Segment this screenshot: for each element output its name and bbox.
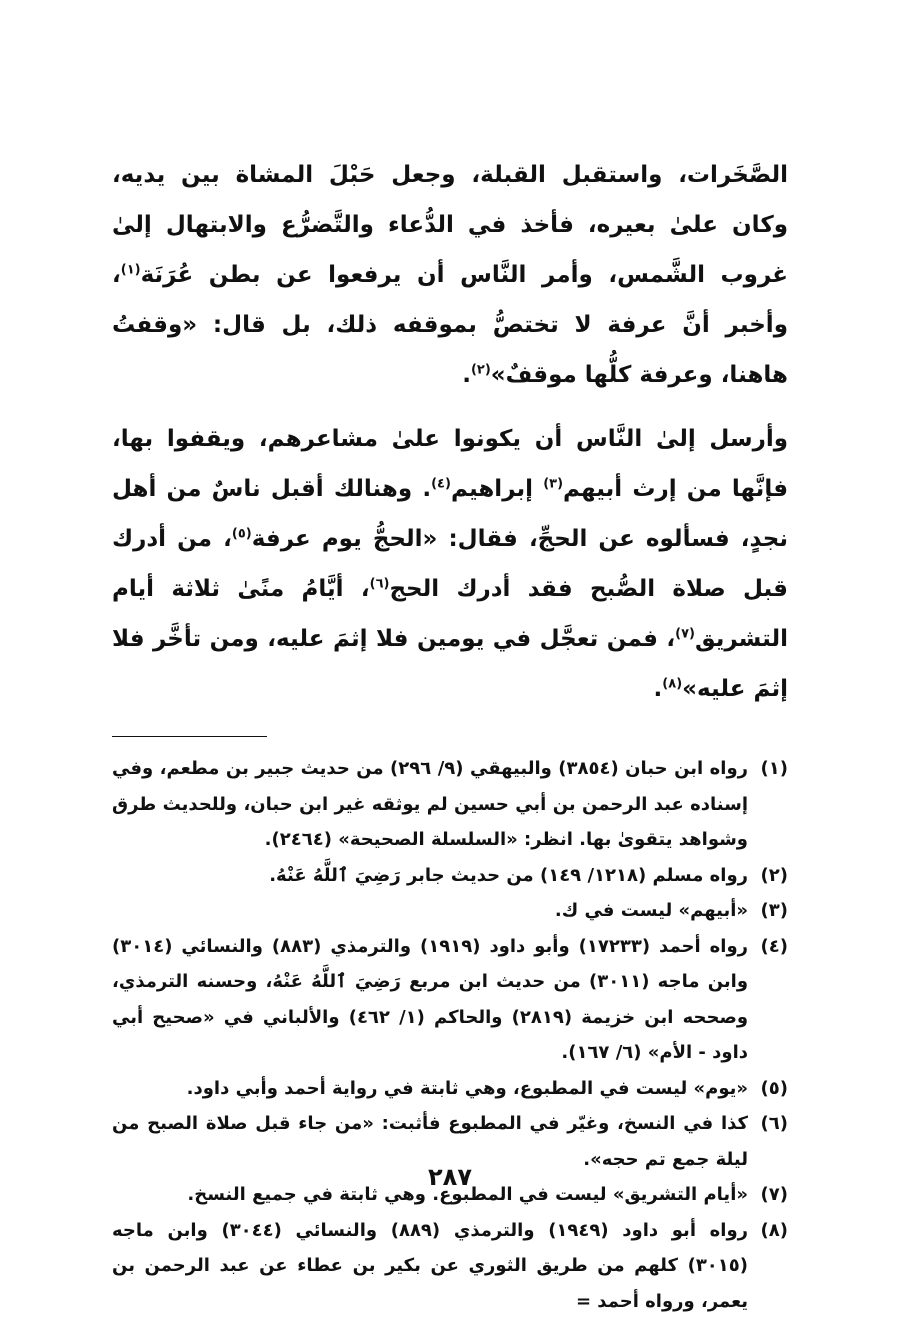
text-segment: ، وأخبر أنَّ عرفة لا تختصُّ بموقفه ذلك، بل قال:	[112, 262, 788, 338]
footnote-text: رواه مسلم (١٢١٨/ ١٤٩) من حديث جابر رَضِيَ ٱللَّهُ عَنْهُ.	[112, 858, 748, 894]
footnote-number: (٦)	[748, 1106, 788, 1142]
footnote-item	[112, 1071, 788, 1107]
footnote-item	[112, 1213, 788, 1319]
footnote-item	[112, 929, 788, 1071]
footnote-text: «يوم» ليست في المطبوع، وهي ثابتة في رواية أحمد وأبي داود.	[112, 1071, 748, 1107]
text-segment: .	[462, 362, 471, 388]
hadith-quote: «وقفتُ هاهنا، وعرفة كلُّها موقفٌ»	[112, 312, 788, 388]
footnote-ref[interactable]: (٦)	[370, 576, 390, 591]
footnote-number: (٧)	[748, 1177, 788, 1213]
footnote-item	[112, 858, 788, 894]
footnote-number: (٥)	[748, 1071, 788, 1107]
page-number: ٢٨٧	[0, 1163, 900, 1191]
footnote-number: (٢)	[748, 858, 788, 894]
footnote-ref[interactable]: (٤)	[431, 476, 451, 491]
text-segment: .	[654, 676, 663, 702]
main-text	[112, 150, 788, 714]
text-segment: . وهنالك أقبل ناسٌ من أهل نجدٍ، فسألوه عن الحجِّ، فقال:	[112, 476, 788, 552]
footnote-number: (٣)	[748, 893, 788, 929]
paragraph-2	[112, 414, 788, 714]
text-segment: الصَّخَرات، واستقبل القبلة، وجعل حَبْلَ المشاة بين يديه، وكان علىٰ بعيره، فأخذ في الدُّعاء والتَّضرُّع والابتهال إلىٰ غروب الشَّمس، وأمر النَّاس أن يرفعوا عن بطن عُرَنَة	[112, 162, 788, 288]
footnote-number: (١)	[748, 751, 788, 787]
footnote-divider	[112, 736, 267, 737]
footnote-ref[interactable]: (١)	[121, 262, 141, 277]
footnote-item	[112, 751, 788, 858]
footnote-ref[interactable]: (٣)	[543, 476, 563, 491]
footnote-number: (٨)	[748, 1213, 788, 1249]
footnote-ref[interactable]: (٢)	[471, 362, 491, 377]
page-body	[112, 150, 788, 1319]
hadith-quote: «الحجُّ يوم عرفة	[252, 526, 438, 552]
paragraph-1	[112, 150, 788, 400]
footnote-text: رواه أبو داود (١٩٤٩) والترمذي (٨٨٩) والنسائي (٣٠٤٤) وابن ماجه (٣٠١٥) كلهم من طريق الثوري عن بكير بن عطاء عن عبد الرحمن بن يعمر، ورواه أحمد =	[112, 1213, 748, 1319]
text-segment: وأرسل إلىٰ النَّاس أن يكونوا علىٰ مشاعرهم، ويقفوا بها، فإنَّها من إرث أبيهم	[112, 426, 788, 502]
footnote-item	[112, 893, 788, 929]
hadith-quote: ، أيَّامُ منًىٰ ثلاثة أيام التشريق	[112, 576, 788, 652]
footnote-text: «أيام التشريق» ليست في المطبوع. وهي ثابتة في جميع النسخ.	[112, 1177, 748, 1213]
footnote-number: (٤)	[748, 929, 788, 965]
hadith-quote: ، فمن تعجَّل في يومين فلا إثمَ عليه، ومن تأخَّر فلا إثمَ عليه»	[112, 626, 788, 702]
footnote-ref[interactable]: (٥)	[232, 526, 252, 541]
hadith-quote: ، من أدرك قبل صلاة الصُّبح فقد أدرك الحج	[112, 526, 788, 602]
footnote-ref[interactable]: (٧)	[675, 626, 695, 641]
text-segment: إبراهيم	[451, 476, 543, 502]
footnote-text: كذا في النسخ، وغيّر في المطبوع فأثبت: «من جاء قبل صلاة الصبح من ليلة جمع تم حجه».	[112, 1106, 748, 1177]
footnote-ref[interactable]: (٨)	[662, 676, 682, 691]
footnote-text: رواه أحمد (١٧٢٣٣) وأبو داود (١٩١٩) والترمذي (٨٨٣) والنسائي (٣٠١٤) وابن ماجه (٣٠١١) من حديث ابن مربع رَضِيَ ٱللَّهُ عَنْهُ، وحسنه الترمذي، وصححه ابن خزيمة (٢٨١٩) والحاكم (١/ ٤٦٢) والألباني في «صحيح أبي داود - الأم» (٦/ ١٦٧).	[112, 929, 748, 1071]
footnote-text: رواه ابن حبان (٣٨٥٤) والبيهقي (٩/ ٢٩٦) من حديث جبير بن مطعم، وفي إسناده عبد الرحمن بن أبي حسين لم يوثقه غير ابن حبان، وللحديث طرق وشواهد يتقوىٰ بها. انظر: «السلسلة الصحيحة» (٢٤٦٤).	[112, 751, 748, 858]
footnote-text: «أبيهم» ليست في ك.	[112, 893, 748, 929]
footnotes-list	[112, 751, 788, 1319]
